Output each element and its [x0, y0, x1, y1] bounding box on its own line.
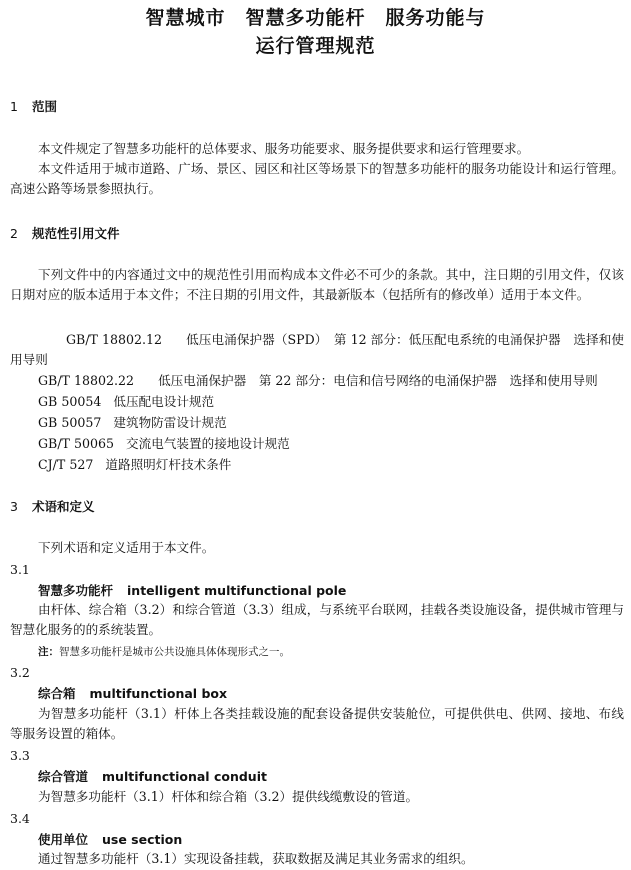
section-3-heading — [10, 499, 95, 515]
reference-title: 建筑物防雷设计规范 — [113, 415, 227, 430]
reference-title: 低压配电设计规范 — [113, 394, 215, 409]
term-definition: 为智慧多功能杆（3.1）杆体上各类挂载设施的配套设备提供安装舱位，可提供供电、供网、接地、布线等服务设置的箱体。 — [10, 706, 624, 741]
term-english: use section — [102, 832, 183, 847]
reference-item — [38, 392, 626, 412]
term-definition: 由杆体、综合箱（3.2）和综合管道（3.3）组成，与系统平台联网，挂载各类设施设备，提供城市管理与智慧化服务的的系统装置。 — [10, 602, 624, 637]
section-1-paragraph-1: 本文件规定了智慧多功能杆的总体要求、服务功能要求、服务提供要求和运行管理要求。 — [38, 141, 530, 156]
reference-code: GB/T 50065 — [38, 436, 115, 451]
note-text: 智慧多功能杆是城市公共设施具体体现形式之一。 — [59, 646, 290, 658]
term-english: multifunctional conduit — [102, 769, 267, 784]
reference-code: GB/T 18802.12 — [66, 332, 163, 347]
section-3-title: 术语和定义 — [32, 499, 95, 514]
term-heading — [38, 583, 346, 599]
reference-code: CJ/T 527 — [38, 457, 94, 472]
term-chinese: 智慧多功能杆 — [38, 583, 114, 598]
reference-title: 低压电涌保护器 第 22 部分：电信和信号网络的电涌保护器 选择和使用导则 — [158, 373, 598, 388]
section-1-paragraph-2: 本文件适用于城市道路、广场、景区、园区和社区等场景下的智慧多功能杆的服务功能设计和运行管理。高速公路等场景参照执行。 — [10, 161, 624, 196]
section-3-number: 3 — [10, 499, 18, 514]
section-1-number: 1 — [10, 99, 18, 114]
term-number: 3.3 — [10, 748, 30, 763]
term-english: multifunctional box — [89, 686, 228, 701]
document-title-line-2: 运行管理规范 — [255, 35, 376, 57]
term-heading — [38, 769, 267, 785]
term-chinese: 使用单位 — [38, 832, 89, 847]
reference-item — [38, 371, 626, 391]
section-2-title: 规范性引用文件 — [32, 226, 120, 241]
reference-code: GB 50054 — [38, 394, 102, 409]
term-number: 3.1 — [10, 562, 30, 577]
reference-item — [38, 455, 626, 475]
section-2-heading — [10, 226, 120, 242]
note-label: 注： — [38, 646, 59, 658]
term-heading — [38, 832, 182, 848]
term-heading — [38, 686, 227, 702]
term-definition: 通过智慧多功能杆（3.1）实现设备挂载，获取数据及满足其业务需求的组织。 — [38, 851, 474, 866]
term-note — [38, 645, 290, 659]
term-number: 3.4 — [10, 811, 30, 826]
section-1-title: 范围 — [32, 99, 58, 114]
section-2-intro: 下列文件中的内容通过文中的规范性引用而构成本文件必不可少的条款。其中，注日期的引用文件，仅该日期对应的版本适用于本文件；不注日期的引用文件，其最新版本（包括所有的修改单）适用于本文件。 — [10, 267, 624, 302]
reference-item — [38, 434, 626, 454]
reference-code: GB/T 18802.22 — [38, 373, 135, 388]
term-definition: 为智慧多功能杆（3.1）杆体和综合箱（3.2）提供线缆敷设的管道。 — [38, 789, 419, 804]
reference-title: 道路照明灯杆技术条件 — [105, 457, 232, 472]
term-number: 3.2 — [10, 665, 30, 680]
section-1-heading — [10, 99, 57, 115]
term-chinese: 综合管道 — [38, 769, 89, 784]
reference-item — [10, 330, 624, 370]
term-chinese: 综合箱 — [38, 686, 76, 701]
term-english: intelligent multifunctional pole — [127, 583, 347, 598]
reference-title: 交流电气装置的接地设计规范 — [126, 436, 290, 451]
document-title-line-1: 智慧城市 智慧多功能杆 服务功能与 — [145, 7, 486, 29]
reference-title: 低压电涌保护器（SPD） 第 12 部分：低压配电系统的电涌保护器 选择和使用导则 — [10, 332, 624, 367]
section-3-intro: 下列术语和定义适用于本文件。 — [38, 540, 215, 555]
section-2-number: 2 — [10, 226, 18, 241]
reference-code: GB 50057 — [38, 415, 102, 430]
reference-item — [38, 413, 626, 433]
